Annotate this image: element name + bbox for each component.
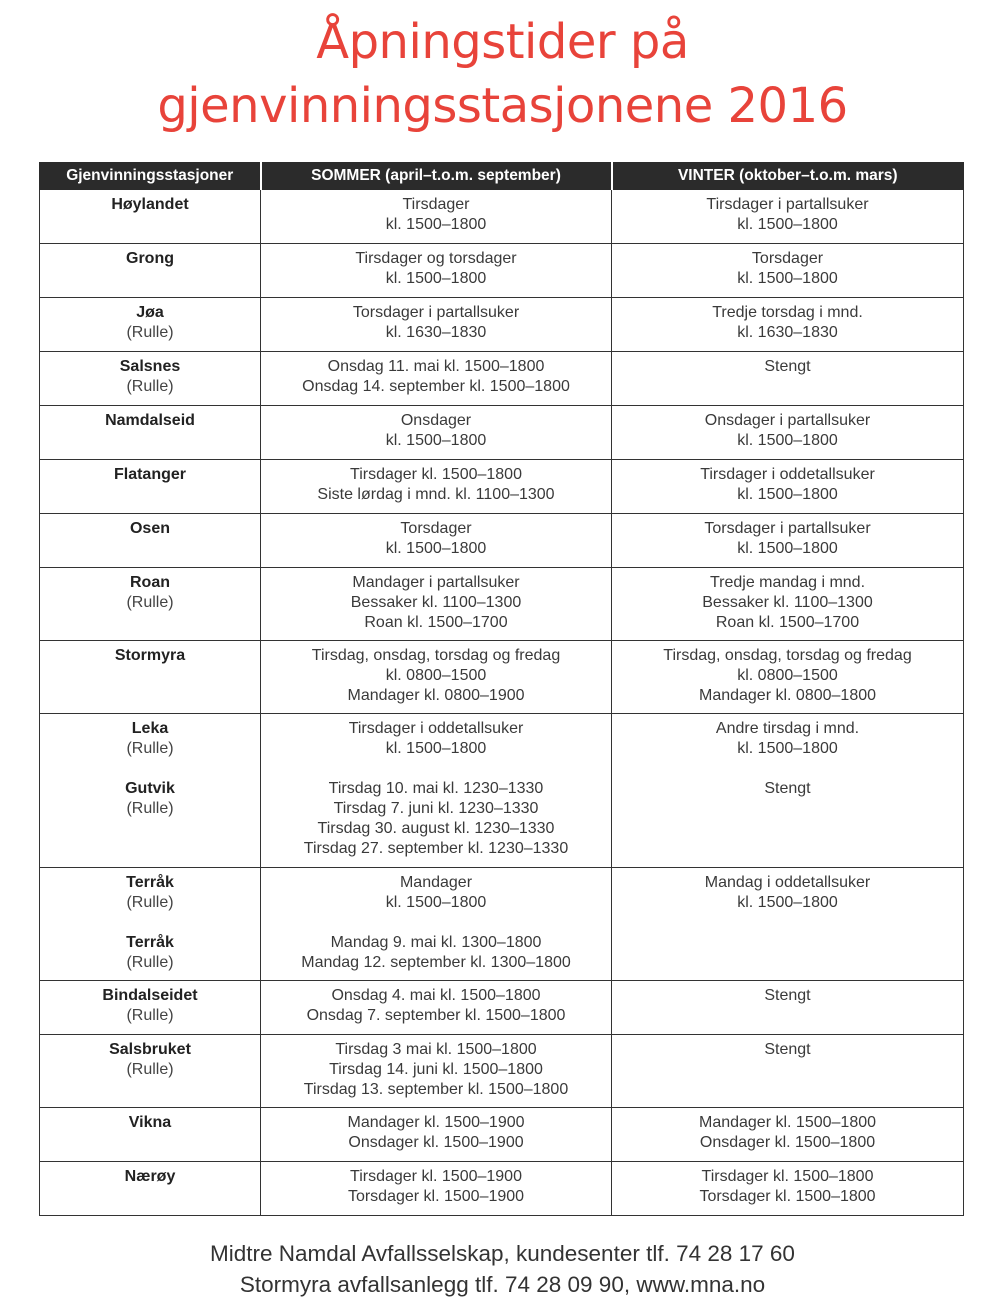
station-name: Leka — [131, 720, 169, 737]
summer-hours-line: kl. 1500–1800 — [385, 894, 487, 911]
summer-hours-line: Tirsdag 7. juni kl. 1230–1330 — [333, 800, 539, 817]
station-cell — [40, 714, 261, 868]
summer-hours-cell — [261, 1035, 612, 1108]
station-name: Nærøy — [124, 1168, 176, 1185]
winter-hours-line: Mandag i oddetallsuker — [704, 874, 871, 891]
summer-hours-line: Tirsdager kl. 1500–1800 — [350, 466, 522, 483]
station-name: Salsnes — [119, 358, 181, 375]
station-name: Vikna — [128, 1114, 172, 1131]
winter-hours-line: Stengt — [764, 987, 811, 1004]
summer-hours-line: Tirsdag 27. september kl. 1230–1330 — [303, 840, 569, 857]
station-cell — [40, 244, 261, 298]
station-gap — [44, 759, 256, 779]
station-cell — [40, 514, 261, 568]
winter-hours-cell — [612, 641, 964, 714]
table-row — [40, 352, 964, 406]
station-name: Salsbruket — [109, 1041, 191, 1058]
winter-hours-line: Tirsdag, onsdag, torsdag og fredag — [663, 647, 912, 664]
table-body — [40, 190, 964, 1216]
station-name: Osen — [129, 520, 170, 537]
station-name: Terråk — [126, 934, 174, 951]
station-note: (Rulle) — [126, 1007, 174, 1024]
table-row — [40, 641, 964, 714]
winter-hours-cell — [612, 406, 964, 460]
hours-gap — [265, 759, 607, 779]
summer-hours-line: Mandager i partallsuker — [352, 574, 520, 591]
station-name: Roan — [130, 574, 170, 591]
summer-hours-line: Mandag 9. mai kl. 1300–1800 — [330, 934, 542, 951]
summer-hours-line: Tirsdag 3 mai kl. 1500–1800 — [335, 1041, 537, 1058]
winter-hours-line: Stengt — [764, 358, 811, 375]
summer-hours-line: Onsdag 7. september kl. 1500–1800 — [306, 1007, 566, 1024]
page-title — [0, 10, 1005, 138]
winter-hours-line: Tredje mandag i mnd. — [709, 574, 866, 591]
station-note: (Rulle) — [126, 594, 174, 611]
table-row — [40, 460, 964, 514]
summer-hours-line: Tirsdager kl. 1500–1900 — [350, 1168, 522, 1185]
header-stations: Gjenvinningsstasjoner — [40, 163, 261, 190]
table-row — [40, 1162, 964, 1216]
station-note: (Rulle) — [126, 1061, 174, 1078]
summer-hours-line: Torsdager kl. 1500–1900 — [347, 1188, 525, 1205]
summer-hours-line: Torsdager i partallsuker — [352, 304, 520, 321]
summer-hours-line: Mandager kl. 0800–1900 — [347, 687, 525, 704]
station-gap — [44, 913, 256, 933]
footer-line-1: Midtre Namdal Avfallsselskap, kundesenter tlf. 74 28 17 60 — [210, 1241, 795, 1266]
summer-hours-line: Tirsdag 14. juni kl. 1500–1800 — [329, 1061, 543, 1078]
station-name: Namdalseid — [105, 412, 195, 429]
summer-hours-cell — [261, 514, 612, 568]
summer-hours-cell — [261, 190, 612, 244]
title-line-2: gjenvinningsstasjonene 2016 — [157, 78, 848, 134]
winter-hours-line: kl. 1500–1800 — [737, 432, 838, 449]
summer-hours-cell — [261, 352, 612, 406]
station-name: Bindalseidet — [102, 987, 198, 1004]
station-cell — [40, 406, 261, 460]
winter-hours-line: kl. 1500–1800 — [737, 216, 838, 233]
station-note: (Rulle) — [126, 324, 174, 341]
table-row — [40, 406, 964, 460]
summer-hours-line: Torsdager — [400, 520, 472, 537]
winter-hours-line: Tredje torsdag i mnd. — [712, 304, 863, 321]
summer-hours-line: Tirsdag 13. september kl. 1500–1800 — [303, 1081, 569, 1098]
summer-hours-cell — [261, 714, 612, 868]
winter-hours-line: kl. 1630–1830 — [737, 324, 838, 341]
winter-hours-line: Tirsdager kl. 1500–1800 — [701, 1168, 874, 1185]
station-name: Flatanger — [113, 466, 186, 483]
summer-hours-cell — [261, 568, 612, 641]
table-row — [40, 244, 964, 298]
winter-hours-line: Mandager kl. 1500–1800 — [698, 1114, 877, 1131]
opening-hours-table — [39, 162, 964, 1216]
summer-hours-cell — [261, 868, 612, 981]
hours-gap — [616, 759, 959, 779]
winter-hours-line: kl. 1500–1800 — [737, 270, 838, 287]
summer-hours-line: Roan kl. 1500–1700 — [364, 614, 508, 631]
station-name: Stormyra — [114, 647, 186, 664]
summer-hours-line: Tirsdager og torsdager — [355, 250, 517, 267]
winter-hours-line: Tirsdager i partallsuker — [706, 196, 869, 213]
summer-hours-cell — [261, 641, 612, 714]
winter-hours-cell — [612, 1108, 964, 1162]
hours-gap — [265, 913, 607, 933]
winter-hours-line: Mandager kl. 0800–1800 — [698, 687, 877, 704]
footer-contact — [0, 1238, 1005, 1300]
summer-hours-line: Onsdager — [400, 412, 472, 429]
winter-hours-line: Onsdager i partallsuker — [704, 412, 871, 429]
winter-hours-cell — [612, 514, 964, 568]
winter-hours-line: Torsdager — [751, 250, 824, 267]
station-name: Høylandet — [111, 196, 189, 213]
table-row — [40, 1035, 964, 1108]
table-row — [40, 298, 964, 352]
station-note: (Rulle) — [126, 800, 174, 817]
station-cell — [40, 568, 261, 641]
summer-hours-line: kl. 1630–1830 — [385, 324, 487, 341]
header-summer: SOMMER (april–t.o.m. september) — [261, 163, 612, 190]
summer-hours-cell — [261, 1108, 612, 1162]
table-row — [40, 1108, 964, 1162]
station-note: (Rulle) — [126, 894, 174, 911]
winter-hours-cell — [612, 352, 964, 406]
station-name: Gutvik — [125, 780, 175, 797]
summer-hours-line: Tirsdager — [402, 196, 470, 213]
station-note: (Rulle) — [126, 378, 174, 395]
winter-hours-line: Stengt — [764, 780, 811, 797]
summer-hours-line: Tirsdag, onsdag, torsdag og fredag — [311, 647, 561, 664]
winter-hours-cell — [612, 714, 964, 868]
summer-hours-line: Onsdag 4. mai kl. 1500–1800 — [331, 987, 541, 1004]
summer-hours-cell — [261, 244, 612, 298]
summer-hours-cell — [261, 981, 612, 1035]
summer-hours-line: kl. 0800–1500 — [385, 667, 487, 684]
summer-hours-line: Mandager — [399, 874, 473, 891]
winter-hours-cell — [612, 298, 964, 352]
station-note: (Rulle) — [126, 740, 174, 757]
winter-hours-cell — [612, 981, 964, 1035]
summer-hours-line: Onsdag 11. mai kl. 1500–1800 — [327, 358, 545, 375]
winter-hours-line: Torsdager i partallsuker — [704, 520, 871, 537]
summer-hours-line: kl. 1500–1800 — [385, 740, 487, 757]
winter-hours-line: Roan kl. 1500–1700 — [715, 614, 860, 631]
winter-hours-cell — [612, 1035, 964, 1108]
table-row — [40, 714, 964, 868]
station-note: (Rulle) — [126, 954, 174, 971]
summer-hours-line: Bessaker kl. 1100–1300 — [350, 594, 522, 611]
station-cell — [40, 1035, 261, 1108]
winter-hours-line: kl. 1500–1800 — [737, 486, 838, 503]
station-cell — [40, 1162, 261, 1216]
summer-hours-line: Tirsdag 10. mai kl. 1230–1330 — [328, 780, 544, 797]
winter-hours-line: kl. 1500–1800 — [737, 894, 838, 911]
table-row — [40, 190, 964, 244]
station-cell — [40, 1108, 261, 1162]
summer-hours-cell — [261, 406, 612, 460]
title-line-1: Åpningstider på — [316, 14, 689, 70]
winter-hours-cell — [612, 190, 964, 244]
station-name: Terråk — [126, 874, 174, 891]
footer-line-2: Stormyra avfallsanlegg tlf. 74 28 09 90, www.mna.no — [239, 1272, 766, 1297]
station-name: Grong — [126, 250, 174, 267]
winter-hours-line: Onsdager kl. 1500–1800 — [699, 1134, 876, 1151]
station-cell — [40, 460, 261, 514]
table-row — [40, 981, 964, 1035]
winter-hours-cell — [612, 868, 964, 981]
summer-hours-line: kl. 1500–1800 — [385, 216, 487, 233]
summer-hours-line: Mandag 12. september kl. 1300–1800 — [301, 954, 571, 971]
summer-hours-line: kl. 1500–1800 — [385, 270, 487, 287]
summer-hours-cell — [261, 298, 612, 352]
station-cell — [40, 298, 261, 352]
table-row — [40, 568, 964, 641]
table-row — [40, 868, 964, 981]
winter-hours-cell — [612, 244, 964, 298]
station-cell — [40, 190, 261, 244]
station-cell — [40, 868, 261, 981]
winter-hours-line: Bessaker kl. 1100–1300 — [702, 594, 873, 611]
station-name: Jøa — [136, 304, 164, 321]
summer-hours-cell — [261, 460, 612, 514]
winter-hours-cell — [612, 568, 964, 641]
table-row — [40, 514, 964, 568]
station-cell — [40, 352, 261, 406]
summer-hours-line: Mandager kl. 1500–1900 — [347, 1114, 525, 1131]
winter-hours-line: Stengt — [764, 1041, 811, 1058]
station-cell — [40, 981, 261, 1035]
summer-hours-line: Tirsdager i oddetallsuker — [348, 720, 524, 737]
table-header-row — [40, 163, 964, 190]
summer-hours-line: Onsdag 14. september kl. 1500–1800 — [302, 378, 570, 395]
summer-hours-line: Onsdager kl. 1500–1900 — [348, 1134, 524, 1151]
summer-hours-line: kl. 1500–1800 — [385, 432, 487, 449]
summer-hours-line: Tirsdag 30. august kl. 1230–1330 — [317, 820, 555, 837]
station-cell — [40, 641, 261, 714]
summer-hours-line: Siste lørdag i mnd. kl. 1100–1300 — [317, 486, 555, 503]
winter-hours-line: Torsdager kl. 1500–1800 — [699, 1188, 876, 1205]
header-winter: VINTER (oktober–t.o.m. mars) — [612, 163, 964, 190]
winter-hours-line: kl. 1500–1800 — [737, 740, 838, 757]
winter-hours-line: Tirsdager i oddetallsuker — [700, 466, 875, 483]
winter-hours-line: kl. 0800–1500 — [737, 667, 838, 684]
summer-hours-line: kl. 1500–1800 — [385, 540, 487, 557]
winter-hours-cell — [612, 1162, 964, 1216]
summer-hours-cell — [261, 1162, 612, 1216]
winter-hours-cell — [612, 460, 964, 514]
winter-hours-line: kl. 1500–1800 — [737, 540, 838, 557]
winter-hours-line: Andre tirsdag i mnd. — [715, 720, 860, 737]
